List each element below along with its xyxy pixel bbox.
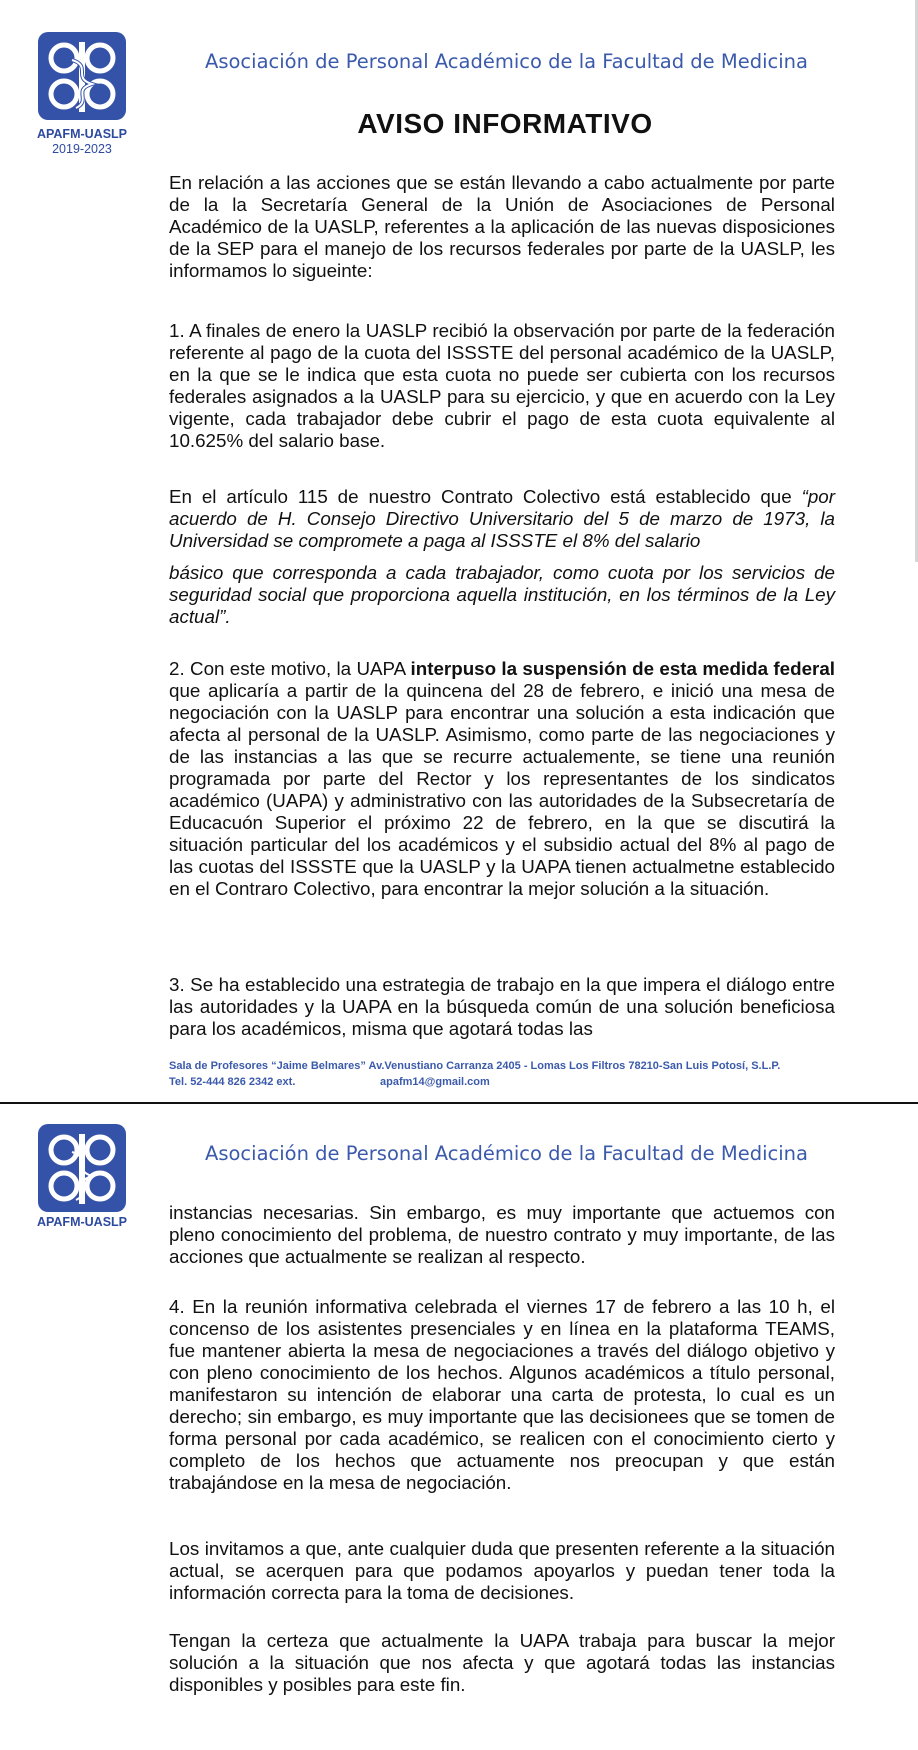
article-lead: En el artículo 115 de nuestro Contrato Colectivo está establecido que: [169, 486, 792, 507]
article-quote-a: “por acuerdo de H. Consejo Directivo Universitario del 5 de marzo de 1973, la Universidad se compromete a paga al ISSSTE el 8% del salario: [169, 486, 836, 551]
point-1-paragraph: 1. A finales de enero la UASLP recibió la observación por parte de la federación referente al pago de la cuota del ISSSTE del personal académico de la UASLP, en la que se le indica que esta cuota no puede ser cubierta con los recursos federales asignados a la UASLP para su ejercicio, y que en acuerdo con la Ley vigente, cada trabajador debe cubrir el pago de esta cuota equivalente al 10.625% del salario base.: [169, 320, 835, 451]
point-2-bold: interpuso la suspensión de esta medida federal: [410, 658, 836, 679]
closing-paragraph: Tengan la certeza que actualmente la UAPA trabaja para buscar la mejor solución a la situación que nos afecta y que agotará todas las instancias disponibles y posibles para este fin.: [169, 1630, 835, 1695]
page-separator: [0, 1102, 918, 1122]
caduceus-logo-icon: [36, 1122, 128, 1214]
article-paragraph: [169, 486, 835, 552]
logo-label: APAFM-UASLP: [36, 1215, 128, 1229]
association-name: Asociación de Personal Académico de la Facultad de Medicina: [205, 50, 808, 73]
point-2-paragraph: [169, 658, 835, 900]
document-page-2: [0, 1120, 918, 1750]
point-2-pre: 2. Con este motivo, la UAPA: [169, 658, 411, 679]
intro-paragraph: En relación a las acciones que se están llevando a cabo actualmente por parte de la la Secretaría General de la Unión de Asociaciones de Personal Académico de la UASLP, referentes a la aplicación de las nuevas disposiciones de la SEP para el manejo de los recursos federales por parte de la UASLP, les informamos lo sigueinte:: [169, 172, 835, 281]
document-page-1-continued: [0, 562, 918, 1102]
invitation-paragraph: Los invitamos a que, ante cualquier duda que presenten referente a la situación actual, se acerquen para que podamos apoyarlos y puedan tener toda la información correcta para la toma de decisiones.: [169, 1538, 835, 1603]
document-page-1: [0, 0, 918, 562]
point-3-paragraph-b: instancias necesarias. Sin embargo, es muy importante que actuemos con pleno conocimiento del problema, de nuestro contrato y muy importante, de las acciones que actualmente se realizan al respecto.: [169, 1202, 835, 1267]
footer-email: apafm14@gmail.com: [380, 1076, 490, 1088]
association-name: Asociación de Personal Académico de la Facultad de Medicina: [205, 1142, 808, 1165]
point-2-post: que aplicaría a partir de la quincena del 28 de febrero, e inició una mesa de negociación con la UASLP para encontrar una solución a esta indicación que afecta al personal de la UASLP. Asimismo, como parte de las negociaciones y de las instancias a las que se recurre actualemente, se tiene una reunión programada por parte del Rector y los representantes de los sindicatos académico (UAPA) y administrativo con las autoridades de la Subsecretaría de Educacuón Superior el próximo 22 de febrero, en la que se discutirá la situación particular del los académicos y el subsidio actual del 8% al pago de las cuotas del ISSSTE que la UASLP y la UAPA tienen actualmetne establecido en el Contraro Colectivo, para encontrar la mejor solución a la situación.: [169, 680, 835, 899]
logo-label: APAFM-UASLP: [36, 127, 128, 141]
footer-address: Sala de Profesores “Jaime Belmares” Av.Venustiano Carranza 2405 - Lomas Los Filtros 78210-San Luis Potosí, S.L.P.: [169, 1060, 781, 1072]
document-title: AVISO INFORMATIVO: [357, 108, 653, 139]
article-quote-b: básico que corresponda a cada trabajador, como cuota por los servicios de seguridad social que proporciona aquella institución, en los términos de la Ley actual”.: [169, 562, 835, 627]
apafm-logo: [36, 1122, 128, 1214]
logo-years: 2019-2023: [52, 142, 112, 156]
point-4-paragraph: 4. En la reunión informativa celebrada el viernes 17 de febrero a las 10 h, el concenso de los asistentes presenciales y en línea en la plataforma TEAMS, fue mantener abierta la mesa de negociaciones a través del diálogo objetivo y con pleno conocimiento de los hechos. Algunos académicos a título personal, manifestaron su intención de elaborar una carta de protesta, lo cual es un derecho; sin embargo, es muy importante que las decisionees que se tomen de forma personal por cada académico, se realicen con el conocimiento cierto y completo de los hechos que actuamente nos preocupan y que están trabajándose en la mesa de negociación.: [169, 1296, 835, 1493]
point-3-paragraph-a: 3. Se ha establecido una estrategia de trabajo en la que impera el diálogo entre las autoridades y la UAPA en la búsqueda común de una solución beneficiosa para los académicos, misma que agotará todas las: [169, 974, 835, 1039]
footer-phone: Tel. 52-444 826 2342 ext.: [169, 1076, 296, 1088]
